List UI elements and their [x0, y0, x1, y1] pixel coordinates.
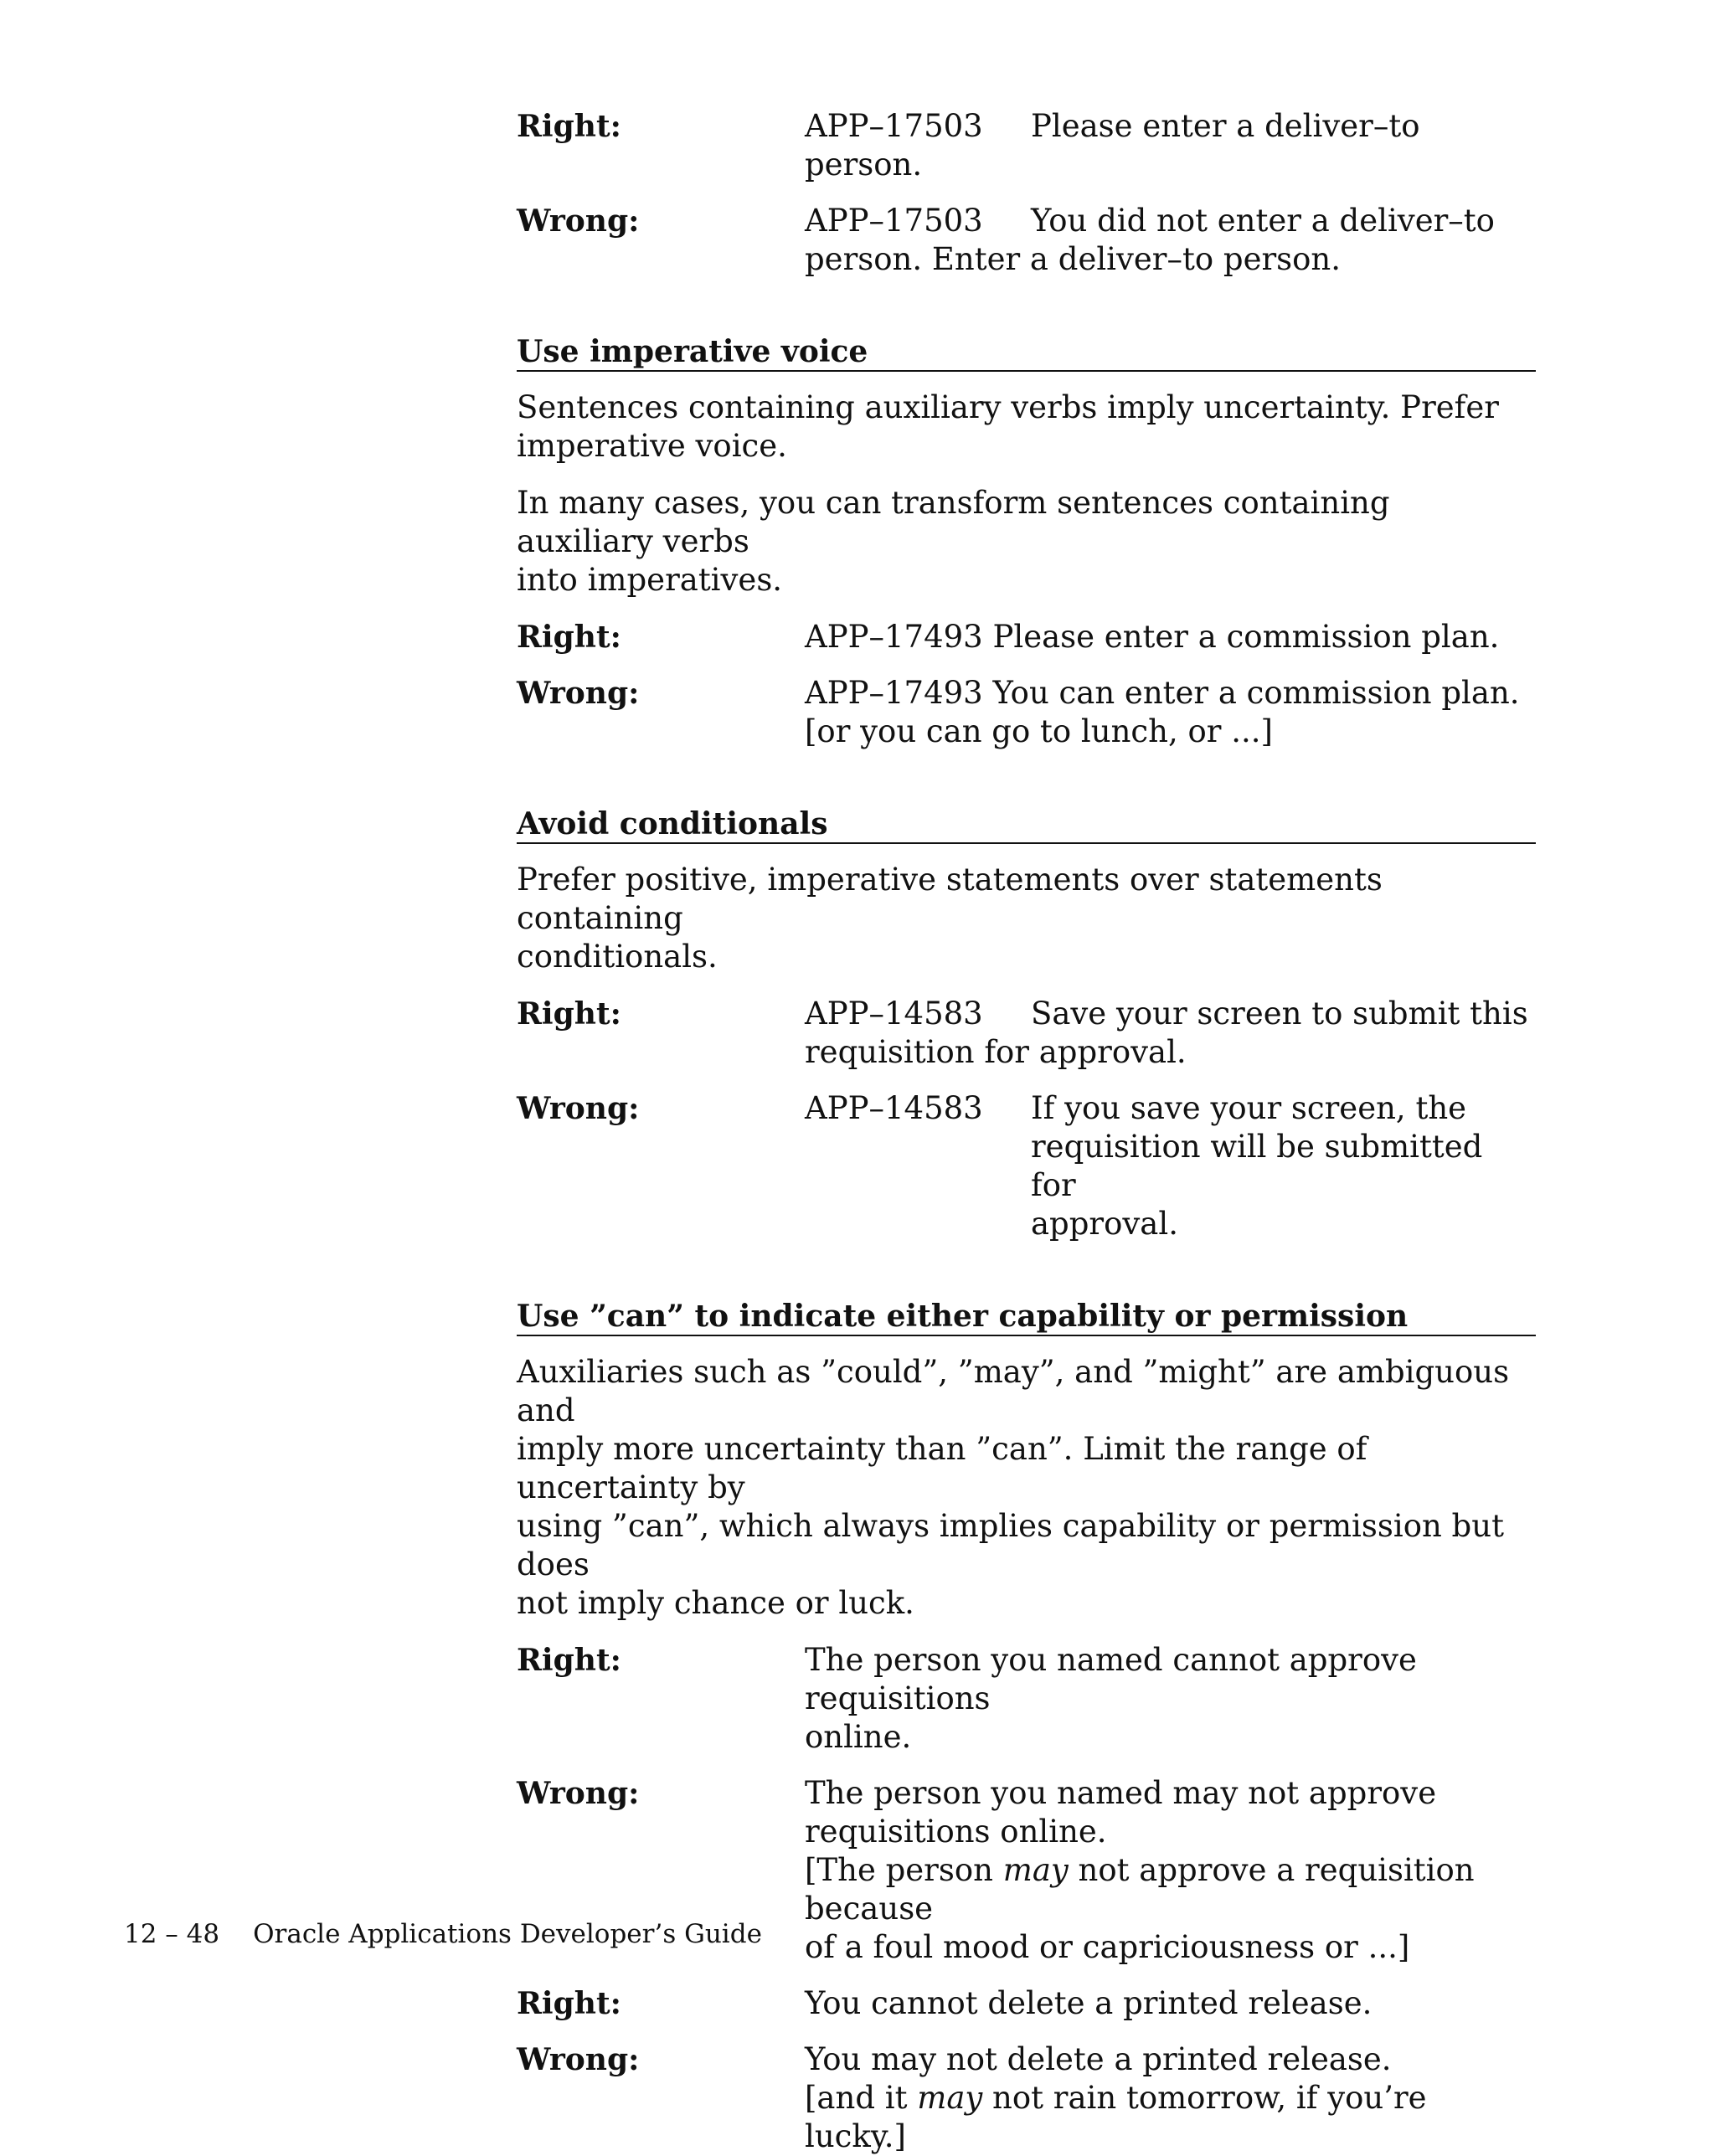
message-text: online.	[805, 1719, 912, 1755]
message-text: If you save your screen, the	[1031, 1090, 1467, 1126]
message-text: The person you named may not approve	[805, 1775, 1437, 1811]
message-text: approval.	[1031, 1206, 1178, 1242]
example-right-17503	[517, 107, 1536, 184]
message-text-cont: person. Enter a deliver–to person.	[805, 241, 1342, 277]
message-text: Save your screen to submit this	[1031, 996, 1528, 1032]
message-note: [The person may not approve a requisition because	[805, 1852, 1475, 1927]
message-note: of a foul mood or capriciousness or ...]	[805, 1929, 1410, 1965]
message-text: Please enter a deliver–to person.	[805, 108, 1420, 183]
section-imperative-voice	[517, 333, 1536, 751]
paragraph: Prefer positive, imperative statements over statements containing conditionals.	[517, 862, 1383, 975]
message-text-cont: requisition for approval.	[805, 1034, 1187, 1070]
paragraph: Auxiliaries such as ”could”, ”may”, and ”might” are ambiguous and imply more uncertainty than ”can”. Limit the range of uncertainty by using ”can”, which always implies capability or permission but does not imply chance or luck.	[517, 1354, 1510, 1621]
example-label: Wrong:	[517, 203, 640, 239]
message-note: [or you can go to lunch, or ...]	[805, 713, 1273, 749]
section-use-can	[517, 1298, 1536, 2156]
message-text: APP–17493 You can enter a commission plan.	[805, 675, 1520, 711]
example-label: Right:	[517, 996, 621, 1032]
example-label: Right:	[517, 1643, 621, 1678]
example-wrong	[517, 674, 1536, 751]
example-label: Wrong:	[517, 2042, 640, 2077]
example-label: Wrong:	[517, 1776, 640, 1811]
message-text: The person you named cannot approve requisitions	[805, 1642, 1417, 1716]
message-code: APP–14583	[805, 996, 983, 1032]
example-label: Wrong:	[517, 676, 640, 711]
message-text: requisition will be submitted for	[1031, 1129, 1483, 1203]
page-content	[517, 107, 1536, 2156]
example-wrong	[517, 1089, 1536, 1243]
section-heading: Use imperative voice	[517, 333, 1536, 372]
message-text: APP–17493 Please enter a commission plan.	[805, 619, 1500, 655]
message-text: You did not enter a deliver–to	[1031, 203, 1495, 239]
section-heading: Avoid conditionals	[517, 805, 1536, 844]
example-label: Right:	[517, 620, 621, 655]
message-code: APP–17503	[805, 108, 983, 144]
message-text: You may not delete a printed release.	[805, 2041, 1392, 2077]
section-heading: Use ”can” to indicate either capability or permission	[517, 1298, 1536, 1336]
page-footer	[124, 1917, 762, 1951]
example-label: Right:	[517, 1986, 621, 2021]
section-avoid-conditionals	[517, 805, 1536, 1243]
page-number: 12 – 48	[124, 1919, 220, 1949]
message-text: requisitions online.	[805, 1814, 1107, 1850]
paragraph: In many cases, you can transform sentences containing auxiliary verbs into imperatives.	[517, 485, 1390, 598]
message-text: You cannot delete a printed release.	[805, 1985, 1373, 2021]
example-right	[517, 1641, 1536, 1757]
message-code: APP–14583	[805, 1090, 983, 1126]
example-right	[517, 1984, 1536, 2023]
example-right	[517, 618, 1536, 656]
message-code: APP–17503	[805, 203, 983, 239]
book-title: Oracle Applications Developer’s Guide	[253, 1919, 762, 1949]
example-label: Right:	[517, 109, 621, 144]
message-note: [and it may not rain tomorrow, if you’re lucky.]	[805, 2080, 1427, 2154]
paragraph: Sentences containing auxiliary verbs imply uncertainty. Prefer imperative voice.	[517, 389, 1499, 464]
example-right	[517, 995, 1536, 1072]
example-wrong-17503	[517, 202, 1536, 279]
example-label: Wrong:	[517, 1091, 640, 1126]
